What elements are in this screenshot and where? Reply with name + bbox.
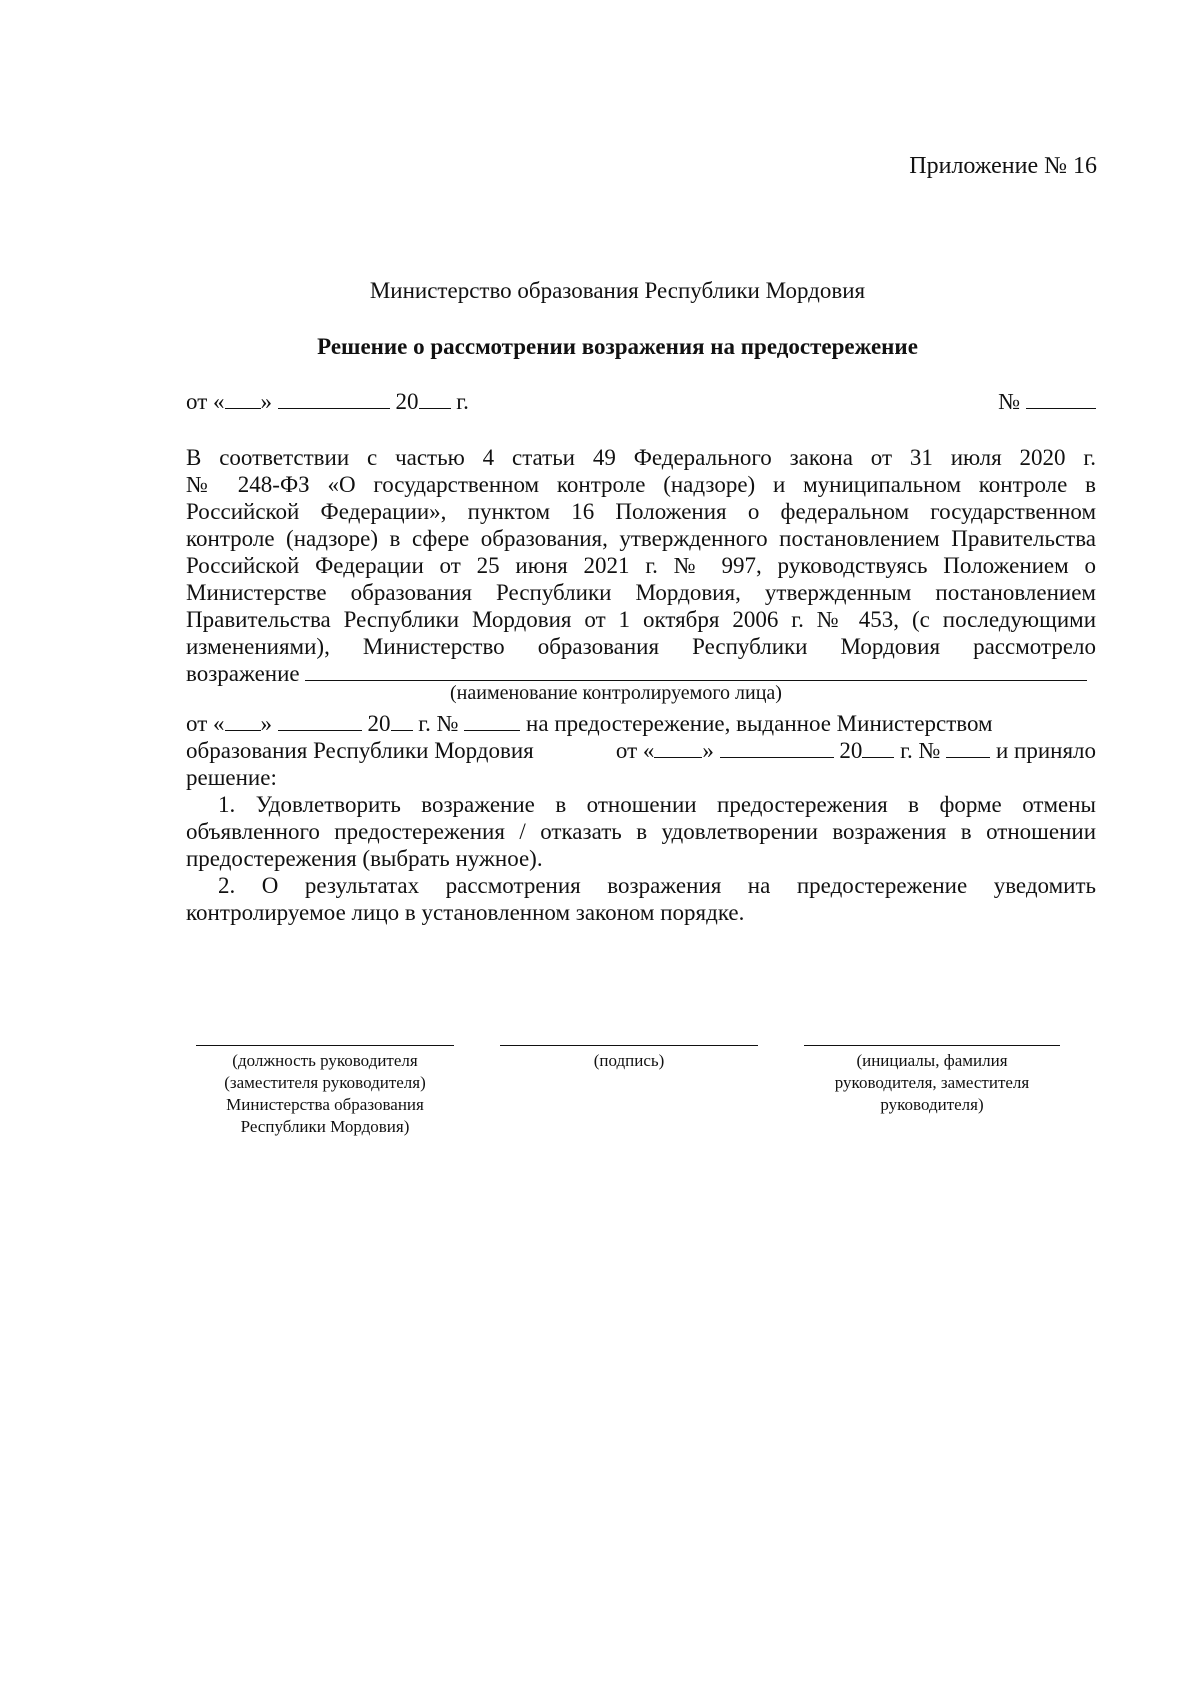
position-signature-line[interactable] [196,1045,454,1046]
number-blank[interactable] [1026,388,1096,409]
objection-year: 20 [367,711,391,736]
position-caption-line: (должность руководителя [232,1051,418,1070]
position-caption-line: Министерства образования [226,1095,424,1114]
item1-line-1: 1. Удовлетворить возражение в отношении предостережения в форме отмены [218,792,1096,817]
name-caption [804,1050,1060,1116]
warning-date-tail: и приняло [995,738,1096,763]
day-blank[interactable] [225,388,261,409]
item1-line-3: предостережения (выбрать нужное). [186,846,543,871]
month-blank[interactable] [278,388,390,409]
body-line-2: № 248-ФЗ «О государственном контроле (надзоре) и муниципальном контроле в [186,472,1096,497]
year-blank[interactable] [419,388,451,409]
position-caption-line: Республики Мордовия) [240,1117,410,1136]
signature-line[interactable] [500,1045,758,1046]
objection-date-line [186,710,1096,737]
objection-month-blank[interactable] [278,710,362,731]
name-caption-line: руководителя) [880,1095,984,1114]
date-line [186,388,1096,415]
body-line-4: контроле (надзоре) в сфере образования, утвержденного постановлением Правительства [186,526,1096,551]
objection-number-blank[interactable] [464,710,520,731]
objection-date-prefix: от « [186,711,225,736]
objection-number-label: г. № [418,711,459,736]
objection-date-tail: на предостережение, выданное Министерством [526,711,993,736]
body-line-3: Российской Федерации», пунктом 16 Положения о федеральном государственном [186,499,1096,524]
item1-line-2: объявленного предостережения / отказать в удовлетворении возражения в отношении [186,819,1096,844]
number-label: № [998,389,1021,414]
warning-date-quote-close: » [702,738,714,763]
body-line-8: изменениями), Министерство образования Республики Мордовия рассмотрело [186,634,1096,659]
name-caption-line: руководителя, заместителя [834,1073,1030,1092]
body-line-1: В соответствии с частью 4 статьи 49 Федерального закона от 31 июля 2020 г. [186,445,1096,470]
body-line-5: Российской Федерации от 25 июня 2021 г. № 997, руководствуясь Положением о [186,553,1096,578]
ministry-heading: Министерство образования Республики Мордовия [369,278,866,303]
date-prefix: от « [186,389,225,414]
date-quote-close: » [260,389,272,414]
signature-caption-line: (подпись) [593,1051,665,1070]
warning-date-group [616,737,1096,764]
warning-year-blank[interactable] [862,737,894,758]
objection-date-quote-close: » [260,711,272,736]
name-caption-line: (инициалы, фамилия [856,1051,1008,1070]
warning-month-blank[interactable] [720,737,834,758]
date-year-suffix: г. [456,389,469,414]
position-caption-line: (заместителя руководителя) [224,1073,426,1092]
item2-line-2: контролируемое лицо в установленном законом порядке. [186,900,745,925]
body-line-7: Правительства Республики Мордовия от 1 октября 2006 г. № 453, (с последующими [186,607,1096,632]
objection-year-blank[interactable] [391,710,413,731]
date-year: 20 [395,389,419,414]
warning-number-blank[interactable] [946,737,990,758]
decision-title: Решение о рассмотрении возражения на предостережение [317,334,918,359]
objection-label: возражение [186,661,300,686]
decision-word: решение: [186,765,277,790]
warning-date-prefix: от « [615,738,655,763]
controlled-person-blank[interactable] [305,660,1087,681]
appendix-label: Приложение № 16 [909,153,1097,179]
warning-year: 20 [839,738,863,763]
warning-date-line [186,737,1096,764]
number-field [998,388,1096,415]
objection-day-blank[interactable] [225,710,261,731]
name-signature-line[interactable] [804,1045,1060,1046]
item2-line-1: 2. О результатах рассмотрения возражения на предостережение уведомить [218,873,1096,898]
body-line-6: Министерстве образования Республики Мордовия, утвержденным постановлением [186,580,1096,605]
warning-number-label: г. № [900,738,941,763]
controlled-person-hint: (наименование контролируемого лица) [450,682,782,704]
warning-day-blank[interactable] [654,737,702,758]
signature-caption [500,1050,758,1072]
warning-issuer-text: образования Республики Мордовия [186,738,534,763]
position-caption [196,1050,454,1138]
